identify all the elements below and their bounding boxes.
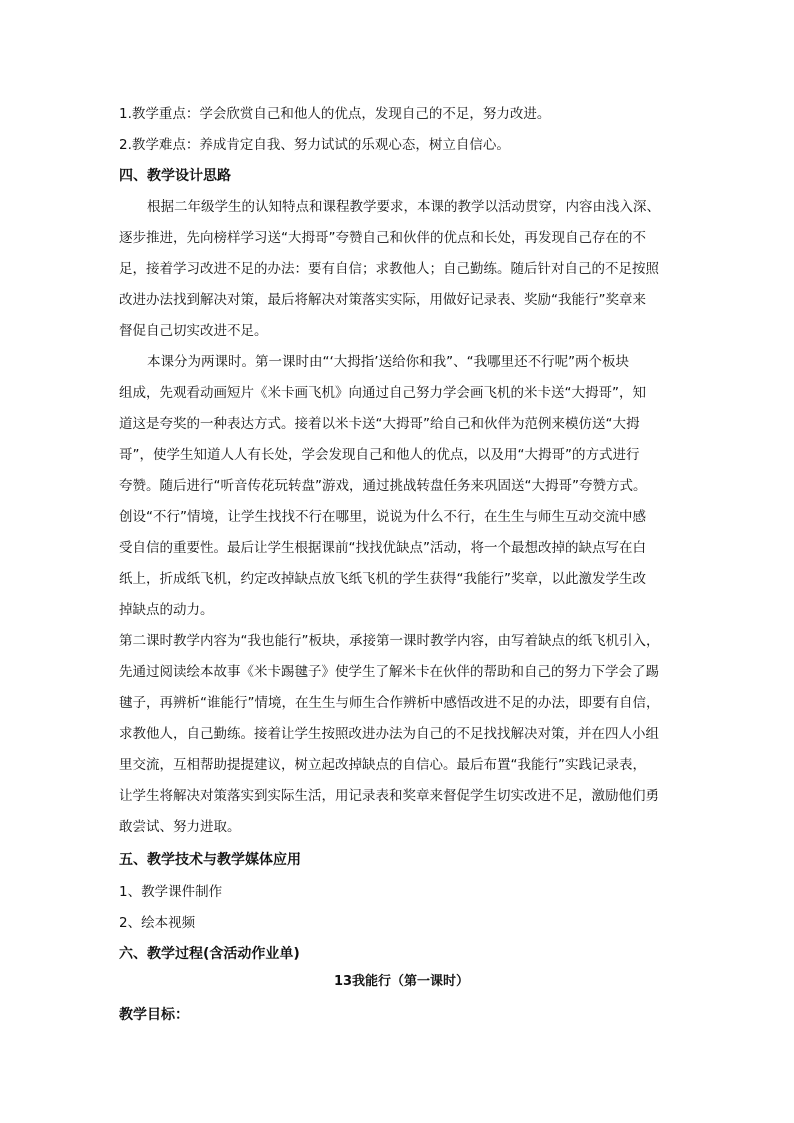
paragraph-line: 里交流，互相帮助提提建议，树立起改掉缺点的自信心。最后布置“我能行”实践记录表， (119, 757, 646, 773)
section-heading-media: 五、教学技术与教学媒体应用 (119, 852, 301, 868)
paragraph-line: 本课分为两课时。第一课时由“‘大拇指’送给你和我”、“我哪里还不行呢”两个板块 (147, 354, 630, 370)
paragraph-line: 道这是夸奖的一种表达方式。接着以米卡送“大拇哥”给自己和伙伴为范例来模仿送“大拇 (119, 416, 640, 432)
paragraph-line: 掉缺点的动力。 (119, 602, 214, 618)
media-item: 2、绘本视频 (119, 915, 196, 931)
paragraph-line: 根据二年级学生的认知特点和课程教学要求，本课的教学以活动贯穿，内容由浅入深、 (147, 199, 660, 215)
paragraph-line: 第二课时教学内容为“我也能行”板块，承接第一课时教学内容，由写着缺点的纸飞机引入， (119, 633, 660, 649)
teaching-goals-label: 教学目标： (119, 1007, 189, 1023)
paragraph-line: 先通过阅读绘本故事《米卡踢毽子》使学生了解米卡在伙伴的帮助和自己的努力下学会了踢 (119, 664, 659, 680)
key-point-line: 1.教学重点：学会欣赏自己和他人的优点，发现自己的不足，努力改进。 (119, 106, 551, 122)
paragraph-line: 受自信的重要性。最后让学生根据课前“找找优缺点”活动，将一个最想改掉的缺点写在白 (119, 540, 646, 556)
paragraph-line: 组成，先观看动画短片《米卡画飞机》向通过自己努力学会画飞机的米卡送“大拇哥”，知 (119, 385, 646, 401)
section-heading-process: 六、教学过程(含活动作业单) (119, 946, 300, 962)
paragraph-line: 敢尝试、努力进取。 (119, 819, 241, 835)
paragraph-line: 毽子，再辨析“谁能行”情境，在生生与师生合作辨析中感悟改进不足的办法，即要有自信， (119, 695, 660, 711)
section-heading-design: 四、教学设计思路 (119, 168, 231, 184)
difficult-point-line: 2.教学难点：养成肯定自我、努力试试的乐观心态，树立自信心。 (119, 137, 510, 153)
media-item: 1、教学课件制作 (119, 884, 223, 900)
paragraph-line: 纸上，折成纸飞机，约定改掉缺点放飞纸飞机的学生获得“我能行”奖章，以此激发学生改 (119, 571, 646, 587)
paragraph-line: 夸赞。随后进行“听音传花玩转盘”游戏，通过挑战转盘任务来巩固送“大拇哥”夸赞方式。 (119, 478, 647, 494)
paragraph-line: 让学生将解决对策落实到实际生活，用记录表和奖章来督促学生切实改进不足，激励他们勇 (119, 788, 659, 804)
paragraph-line: 哥”，使学生知道人人有长处，学会发现自己和他人的优点，以及用“大拇哥”的方式进行 (119, 447, 640, 463)
paragraph-line: 创设“不行”情境，让学生找找不行在哪里，说说为什么不行，在生生与师生互动交流中感 (119, 509, 646, 525)
lesson-title: 13我能行（第一课时） (333, 974, 470, 989)
paragraph-line: 督促自己切实改进不足。 (119, 323, 268, 339)
paragraph-line: 改进办法找到解决对策，最后将解决对策落实实际，用做好记录表、奖励“我能行”奖章来 (119, 292, 646, 308)
paragraph-line: 足，接着学习改进不足的办法：要有自信；求教他人；自己勤练。随后针对自己的不足按照 (119, 261, 659, 277)
paragraph-line: 逐步推进，先向榜样学习送“大拇哥”夸赞自己和伙伴的优点和长处，再发现自己存在的不 (119, 230, 646, 246)
paragraph-line: 求教他人，自己勤练。接着让学生按照改进办法为自己的不足找找解决对策，并在四人小组 (119, 726, 659, 742)
